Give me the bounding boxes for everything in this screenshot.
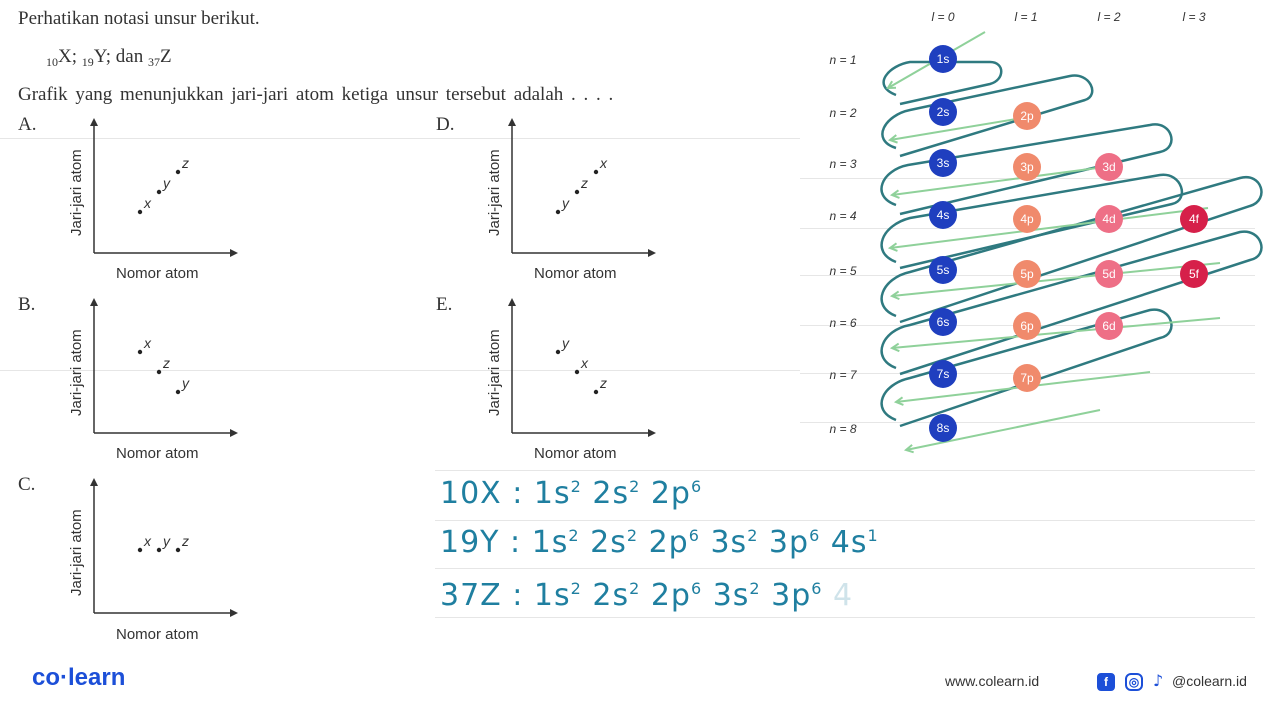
orbital-label: 3d xyxy=(1102,160,1116,174)
orbital-label: 3p xyxy=(1020,160,1034,174)
l-label: l = 0 xyxy=(931,10,955,24)
orbital-label: 4d xyxy=(1102,212,1116,226)
x-axis-arrow xyxy=(648,429,656,437)
option-letter: E. xyxy=(436,294,453,315)
instagram-icon: ◎ xyxy=(1125,673,1143,691)
diagram-loop xyxy=(882,232,1262,374)
subshell: $3s^2$ xyxy=(712,578,761,613)
configuration-line xyxy=(440,525,879,560)
data-point xyxy=(575,190,579,194)
subshell: $3p^6$ xyxy=(768,525,821,560)
orbital-label: 5f xyxy=(1188,267,1200,281)
mini-chart xyxy=(18,478,258,623)
y-axis-label: Jari-jari atom xyxy=(68,149,85,236)
orbital-label: 6p xyxy=(1020,319,1034,333)
option-letter: D. xyxy=(436,114,455,135)
y-axis-label: Jari-jari atom xyxy=(486,149,503,236)
n-label: n = 6 xyxy=(829,316,857,330)
point-label: x xyxy=(144,195,151,211)
electron-count: 6 xyxy=(690,579,703,598)
option-letter: B. xyxy=(18,294,36,315)
option-d[interactable] xyxy=(436,114,676,288)
x-axis-label: Nomor atom xyxy=(534,445,617,462)
subshell: $1s^2$ xyxy=(531,525,580,560)
subshell: 4 xyxy=(833,578,854,613)
atomic-number: 37 xyxy=(147,55,160,69)
x-axis-label: Nomor atom xyxy=(116,445,199,462)
x-axis-arrow xyxy=(648,249,656,257)
guide-line xyxy=(435,520,1255,521)
x-axis-label: Nomor atom xyxy=(116,265,199,282)
point-label: y xyxy=(562,335,569,351)
orbital-label: 4f xyxy=(1188,212,1200,226)
option-letter: A. xyxy=(18,114,37,135)
element-notation xyxy=(46,46,172,70)
n-label: n = 3 xyxy=(829,157,857,171)
social-icons xyxy=(1097,671,1163,691)
orbital-label: 2s xyxy=(936,105,950,119)
subshell: $2p^6$ xyxy=(650,476,703,511)
point-label: y xyxy=(562,195,569,211)
mini-chart xyxy=(436,118,676,263)
electron-count: 2 xyxy=(568,526,580,545)
diagram-loop xyxy=(882,177,1262,322)
y-axis-arrow xyxy=(508,118,516,126)
point-label: x xyxy=(144,533,151,549)
n-label: n = 2 xyxy=(829,106,857,120)
atomic-number: 19 xyxy=(81,55,94,69)
data-point xyxy=(594,390,598,394)
point-label: z xyxy=(182,155,189,171)
orbital-label: 5s xyxy=(936,263,950,277)
element-symbol: Y xyxy=(93,46,106,67)
option-b[interactable] xyxy=(18,294,258,468)
electron-count: 6 xyxy=(688,526,700,545)
data-point xyxy=(176,548,180,552)
electron-count: 1 xyxy=(867,526,879,545)
n-label: n = 8 xyxy=(829,422,857,436)
point-label: z xyxy=(600,375,607,391)
data-point xyxy=(157,370,161,374)
orbital-label: 6s xyxy=(936,315,950,329)
guide-line xyxy=(435,470,1255,471)
x-axis-label: Nomor atom xyxy=(116,626,199,643)
orbital-label: 7s xyxy=(936,367,950,381)
l-label: l = 3 xyxy=(1182,10,1206,24)
subshell: $3p^6$ xyxy=(771,578,823,613)
y-axis-label: Jari-jari atom xyxy=(68,329,85,416)
electron-count: 2 xyxy=(570,579,582,598)
orbital-label: 3s xyxy=(936,156,950,170)
electron-count: 2 xyxy=(629,579,641,598)
l-label: l = 1 xyxy=(1014,10,1038,24)
point-label: z xyxy=(581,175,588,191)
orbital-label: 8s xyxy=(936,421,950,435)
configuration-line xyxy=(440,476,702,511)
y-axis-label: Jari-jari atom xyxy=(486,329,503,416)
point-label: x xyxy=(581,355,588,371)
electron-count: 2 xyxy=(570,477,582,496)
question-text: Grafik yang menunjukkan jari-jari atom ketiga unsur tersebut adalah . . . . xyxy=(18,84,614,105)
orbital-label: 5p xyxy=(1020,267,1034,281)
electron-count: 2 xyxy=(626,526,639,545)
point-label: y xyxy=(182,375,189,391)
electron-count: 6 xyxy=(809,526,821,545)
separator: ; dan xyxy=(105,46,148,67)
colearn-logo: co·learn xyxy=(32,664,126,691)
point-label: z xyxy=(163,355,170,371)
y-axis-label: Jari-jari atom xyxy=(68,509,85,596)
subshell: $3s^2$ xyxy=(710,525,759,560)
n-label: n = 7 xyxy=(829,368,857,382)
data-point xyxy=(138,210,142,214)
n-label: n = 4 xyxy=(829,209,857,223)
option-e[interactable] xyxy=(436,294,676,468)
orbital-label: 4s xyxy=(936,208,950,222)
tiktok-icon: ♪ xyxy=(1153,671,1164,690)
orbital-label: 7p xyxy=(1020,371,1034,385)
point-label: z xyxy=(182,533,189,549)
diagram-loop xyxy=(882,76,1092,156)
subshell: $4s^1$ xyxy=(830,525,879,560)
subshell: $1s^2$ xyxy=(533,578,582,613)
orbital-label: 5d xyxy=(1102,267,1116,281)
y-axis-arrow xyxy=(508,298,516,306)
electron-count: 6 xyxy=(690,477,703,496)
electron-count: 6 xyxy=(811,579,823,598)
facebook-icon: f xyxy=(1097,673,1115,691)
n-label: n = 5 xyxy=(829,264,857,278)
diagonal-arrow xyxy=(892,165,1120,195)
aufbau-diagram xyxy=(800,0,1270,470)
x-axis-arrow xyxy=(230,429,238,437)
electron-count: 2 xyxy=(629,477,641,496)
subshell: $2p^6$ xyxy=(648,525,700,560)
element-symbol: Z xyxy=(159,46,172,67)
mini-chart xyxy=(18,118,258,263)
electron-count: 2 xyxy=(747,526,759,545)
data-point xyxy=(138,350,142,354)
y-axis-arrow xyxy=(90,298,98,306)
mini-chart xyxy=(18,298,258,443)
data-point xyxy=(157,190,161,194)
orbital-label: 1s xyxy=(936,52,950,66)
social-handle: @colearn.id xyxy=(1172,673,1247,689)
data-point xyxy=(594,170,598,174)
electron-count: 2 xyxy=(749,579,761,598)
option-c[interactable] xyxy=(18,474,258,648)
mini-chart xyxy=(436,298,676,443)
point-label: y xyxy=(163,175,170,191)
point-label: y xyxy=(163,533,170,549)
data-point xyxy=(176,170,180,174)
separator: ; xyxy=(71,46,82,67)
orbital-label: 2p xyxy=(1020,109,1034,123)
subshell: $2s^2$ xyxy=(590,525,639,560)
n-label: n = 1 xyxy=(829,53,857,67)
x-axis-label: Nomor atom xyxy=(534,265,617,282)
element-prefix: 19Y : xyxy=(440,525,532,560)
option-letter: C. xyxy=(18,474,36,495)
element-prefix: 10X : xyxy=(440,476,534,511)
x-axis-arrow xyxy=(230,249,238,257)
guide-line xyxy=(435,617,1255,618)
element-symbol: X xyxy=(58,46,72,67)
data-point xyxy=(157,548,161,552)
configuration-line xyxy=(440,578,853,613)
atomic-number: 10 xyxy=(46,55,58,69)
subshell: $2s^2$ xyxy=(592,476,641,511)
y-axis-arrow xyxy=(90,118,98,126)
website-text: www.colearn.id xyxy=(945,673,1040,689)
data-point xyxy=(176,390,180,394)
subshell: $1s^2$ xyxy=(533,476,582,511)
orbital-label: 4p xyxy=(1020,212,1034,226)
point-label: x xyxy=(144,335,151,351)
element-prefix: 37Z : xyxy=(440,578,534,613)
data-point xyxy=(138,548,142,552)
question-intro: Perhatikan notasi unsur berikut. xyxy=(18,8,260,29)
orbital-label: 6d xyxy=(1102,319,1116,333)
option-a[interactable] xyxy=(18,114,258,288)
l-label: l = 2 xyxy=(1097,10,1121,24)
point-label: x xyxy=(600,155,607,171)
y-axis-arrow xyxy=(90,478,98,486)
data-point xyxy=(556,350,560,354)
data-point xyxy=(575,370,579,374)
x-axis-arrow xyxy=(230,609,238,617)
subshell: $2p^6$ xyxy=(650,578,703,613)
subshell: $2s^2$ xyxy=(592,578,641,613)
data-point xyxy=(556,210,560,214)
guide-line xyxy=(435,568,1255,569)
